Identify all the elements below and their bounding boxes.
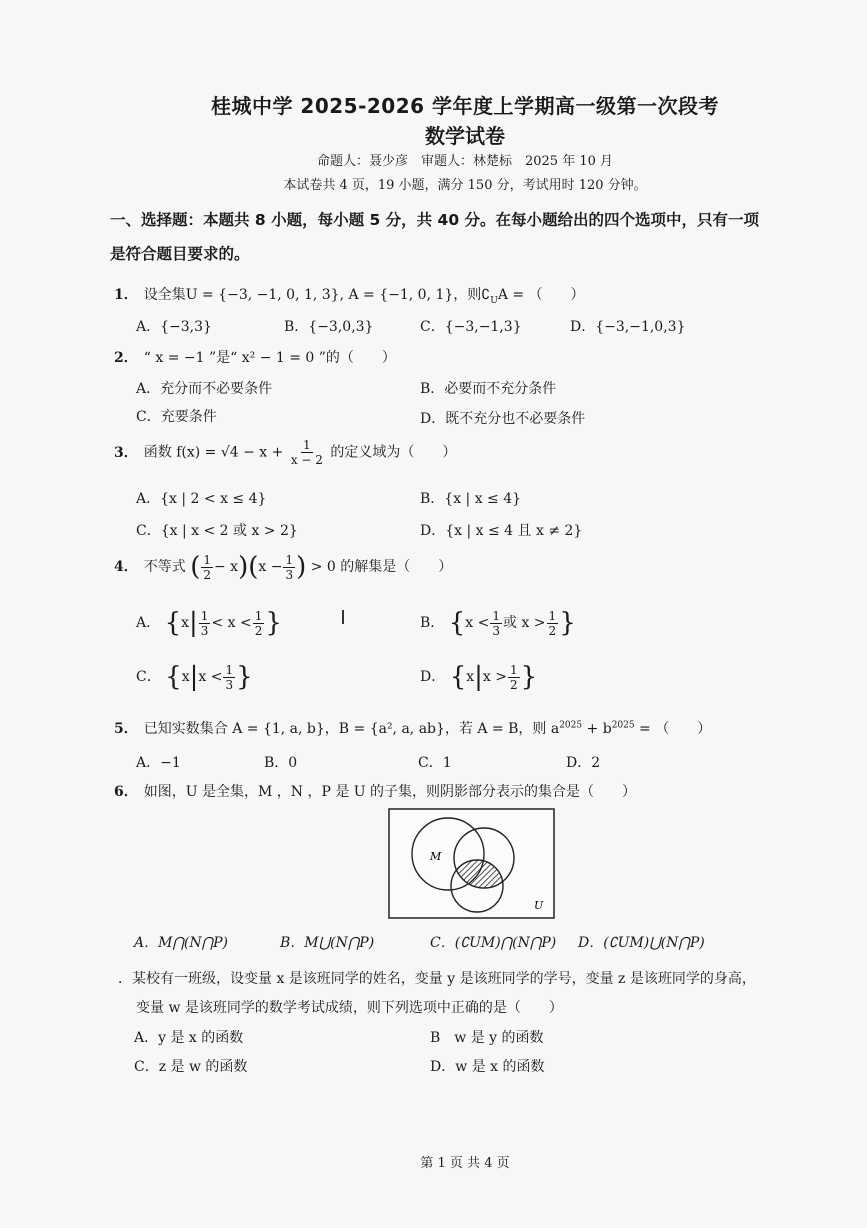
venn-diagram [388,808,555,919]
option-6c: C．(∁UM)⋂(N⋂P) [430,935,557,951]
option-3a: A．{x | 2 < x ≤ 4} [136,491,267,507]
exam-authors: 命题人：聂少彦 审题人：林楚标 2025 年 10 月 [316,154,614,169]
page-footer: 第 1 页 共 4 页 [420,1156,510,1171]
section-heading-line1: 一、选择题：本题共 8 小题，每小题 5 分，共 40 分。在每小题给出的四个选项中，只有一项 [110,211,760,229]
option-2b: B．必要而不充分条件 [420,381,557,397]
question-number: 5． [114,721,138,737]
option-4c: C． {x|x < $\frac{1}{3}$ } [136,662,253,692]
question-number: 3． [114,444,138,461]
question-stem: “ x = −1 ”是“ x² − 1 = 0 ”的（ ） [143,350,396,366]
question-stem: 设全集U = {−3, −1, 0, 1, 3}, A = {−1, 0, 1}，则∁ [143,287,491,303]
option-3b: B．{x | x ≤ 4} [420,491,522,507]
option-1d: D．{−3,−1,0,3} [570,319,686,335]
question-5: 5． 已知实数集合 A = {1, a, b}，B = {a², a, ab}，若 A = B，则 $a^{2025} + b^{2025}$ = （ ） [114,720,712,737]
option-7b: B w 是 y 的函数 [430,1030,544,1046]
option-5c: C．1 [418,755,452,771]
label-u: U [534,899,544,912]
question-7: ．某校有一班级，设变量 x 是该班同学的姓名，变量 y 是该班同学的学号，变量 z 是该班同学的身高， [118,971,756,987]
option-6b: B．M⋃(N⋂P) [280,935,375,951]
option-4b: B． {x < $\frac{1}{3}$ 或 x > $\frac{1}{2}$ } [420,608,576,638]
question-number: 6． [114,784,138,800]
question-6: 6． 如图，U 是全集，M ，N ，P 是 U 的子集，则阴影部分表示的集合是（ ） [114,784,637,800]
option-1a: A．{−3,3} [136,319,212,335]
stray-mark [342,610,344,624]
exam-info: 本试卷共 4 页，19 小题，满分 150 分，考试用时 120 分钟。 [283,178,647,193]
option-5a: A．−1 [136,755,181,771]
option-7d: D．w 是 x 的函数 [430,1059,545,1075]
option-4a: A． {x| $\frac{1}{3}$ < x < $\frac{1}{2}$ } [136,608,282,638]
question-number: 2． [114,350,138,366]
option-6a: A．M⋂(N⋂P) [134,935,229,951]
question-4: 4． 不等式 ( $\frac{1}{2}$ − x)(x − $\frac{1}{3}$ ) > 0 的解集是（ ） [114,552,453,582]
option-2c: C．充要条件 [136,409,217,425]
question-number: 4． [114,559,138,575]
question-3: 3． 函数 f(x) = √4 − x + $\frac{1}{x - 2}$ 的定义域为（ ） [114,438,457,467]
question-number: ． [118,971,132,987]
question-2 [114,347,396,367]
question-1: 1． 设全集U = {−3, −1, 0, 1, 3}, A = {−1, 0, 1}，则$∁_UA$ = （ ） [114,287,585,306]
option-5d: D．2 [566,755,601,771]
option-6d: D．(∁UM)⋃(N⋂P) [578,935,705,951]
option-5b: B．0 [264,755,298,771]
exam-title: 桂城中学 2025-2026 学年度上学期高一级第一次段考 [210,94,720,118]
option-3c: C．{x | x < 2 或 x > 2} [136,523,298,539]
exam-subtitle: 数学试卷 [425,124,505,148]
question-number: 1． [114,287,138,303]
option-7a: A．y 是 x 的函数 [134,1030,244,1046]
fraction: $\frac{1}{x - 2}$ [290,438,323,467]
section-heading-line2: 是符合题目要求的。 [110,245,250,263]
option-1c: C．{−3,−1,3} [420,319,522,335]
option-4d: D． {x|x > $\frac{1}{2}$ } [420,662,538,692]
option-2d: D．既不充分也不必要条件 [420,411,586,427]
label-m: M [430,850,442,863]
option-2a: A．充分而不必要条件 [136,381,273,397]
option-1b: B．{−3,0,3} [284,319,374,335]
question-7-line2: 变量 w 是该班同学的数学考试成绩，则下列选项中正确的是（ ） [136,1000,563,1016]
option-3d: D．{x | x ≤ 4 且 x ≠ 2} [420,523,583,539]
option-7c: C．z 是 w 的函数 [134,1059,248,1075]
